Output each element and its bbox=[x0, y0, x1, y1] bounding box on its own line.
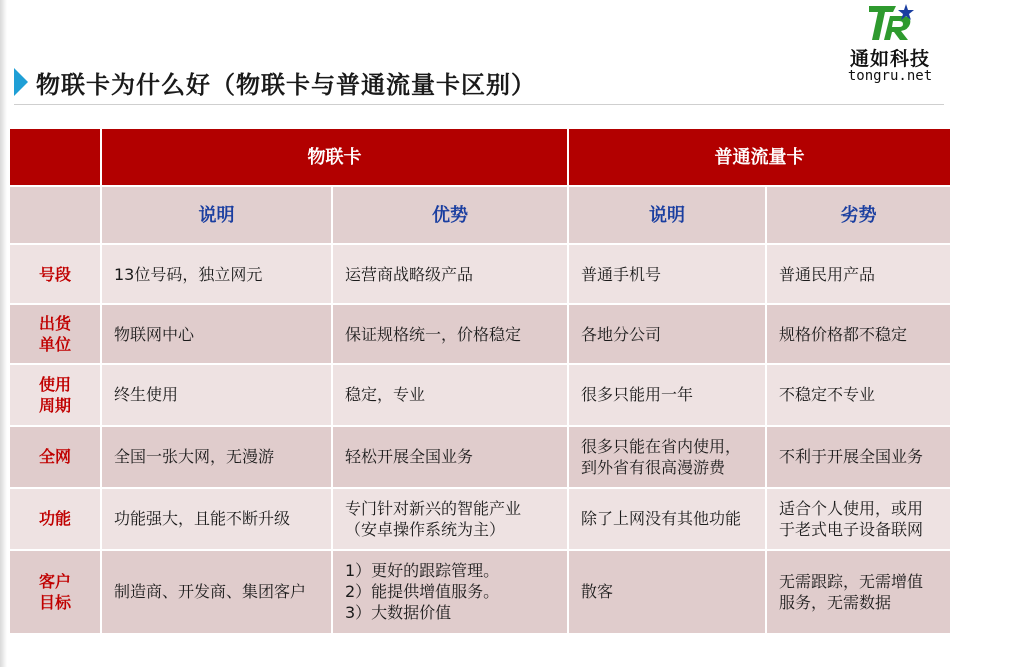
table-cell bbox=[766, 488, 951, 550]
page-title: 物联卡为什么好（物联卡与普通流量卡区别） bbox=[36, 71, 536, 99]
cell-text-line: 制造商、开发商、集团客户 bbox=[114, 582, 307, 602]
cell-text-line: 无需跟踪，无需增值 bbox=[779, 571, 924, 591]
cell-text-line: 到外省有很高漫游费 bbox=[581, 457, 726, 477]
table-row bbox=[9, 488, 951, 550]
row-label bbox=[9, 244, 101, 304]
table-cell bbox=[568, 426, 766, 488]
table-cell bbox=[766, 426, 951, 488]
row-label bbox=[9, 488, 101, 550]
sub-header-cell: 说明 bbox=[568, 186, 766, 244]
group-header-regular-card: 普通流量卡 bbox=[568, 128, 951, 186]
header-corner-cell bbox=[9, 128, 101, 186]
cell-text-line: 适合个人使用，或用 bbox=[779, 498, 924, 518]
cell-text-line: 不稳定不专业 bbox=[779, 385, 876, 405]
cell-text-line: 规格价格都不稳定 bbox=[779, 324, 908, 344]
group-header-row bbox=[9, 128, 951, 186]
sub-header-cell: 说明 bbox=[101, 186, 332, 244]
row-label bbox=[9, 550, 101, 634]
cell-text-line: 普通手机号 bbox=[581, 264, 662, 284]
cell-text-line: （安卓操作系统为主） bbox=[345, 519, 506, 539]
left-edge-shading bbox=[0, 0, 7, 667]
cell-text-line: 2）能提供增值服务。 bbox=[345, 582, 500, 602]
table-cell bbox=[332, 364, 568, 425]
logo-website: tongru.net bbox=[847, 68, 933, 84]
table-row bbox=[9, 304, 951, 364]
cell-text-line: 很多只能在省内使用， bbox=[581, 436, 742, 456]
tr-logo-mark-icon bbox=[866, 2, 916, 44]
table-cell bbox=[568, 364, 766, 425]
title-arrow-icon bbox=[14, 68, 28, 96]
table-row bbox=[9, 426, 951, 488]
table-cell bbox=[101, 364, 332, 425]
row-label-line: 目标 bbox=[38, 592, 71, 612]
row-label bbox=[9, 364, 101, 425]
row-label-line: 功能 bbox=[38, 509, 71, 529]
company-logo bbox=[832, 2, 948, 86]
row-label-line: 号段 bbox=[38, 264, 71, 284]
table-cell bbox=[332, 488, 568, 550]
cell-text-line: 普通民用产品 bbox=[779, 264, 876, 284]
cell-text-line: 轻松开展全国业务 bbox=[345, 447, 474, 467]
cell-text-line: 不利于开展全国业务 bbox=[779, 447, 924, 467]
table-row bbox=[9, 550, 951, 634]
sub-header-cell: 劣势 bbox=[766, 186, 951, 244]
table-cell bbox=[332, 304, 568, 364]
logo-company-name: 通如科技 bbox=[849, 48, 930, 70]
cell-text-line: 终生使用 bbox=[114, 385, 179, 405]
row-label bbox=[9, 304, 101, 364]
table-cell bbox=[101, 244, 332, 304]
table-cell bbox=[101, 426, 332, 488]
row-label-line: 周期 bbox=[38, 395, 71, 415]
cell-text-line: 功能强大，且能不断升级 bbox=[114, 509, 291, 529]
table-cell bbox=[568, 550, 766, 634]
row-label-line: 单位 bbox=[38, 335, 71, 355]
table-cell bbox=[568, 244, 766, 304]
table-cell bbox=[766, 550, 951, 634]
table-cell bbox=[766, 364, 951, 425]
table-cell bbox=[101, 304, 332, 364]
cell-text-line: 各地分公司 bbox=[581, 324, 662, 344]
table-cell bbox=[101, 550, 332, 634]
row-label-line: 使用 bbox=[38, 374, 71, 394]
cell-text-line: 运营商战略级产品 bbox=[345, 264, 474, 284]
comparison-table bbox=[8, 127, 952, 635]
cell-text-line: 除了上网没有其他功能 bbox=[581, 509, 742, 529]
sub-header-cell: 优势 bbox=[332, 186, 568, 244]
table-cell bbox=[332, 244, 568, 304]
table-cell bbox=[568, 488, 766, 550]
table-cell bbox=[332, 426, 568, 488]
cell-text-line: 1）更好的跟踪管理。 bbox=[345, 561, 500, 581]
cell-text-line: 保证规格统一，价格稳定 bbox=[345, 324, 522, 344]
cell-text-line: 全国一张大网，无漫游 bbox=[114, 447, 275, 467]
cell-text-line: 服务，无需数据 bbox=[779, 592, 892, 612]
table-cell bbox=[568, 304, 766, 364]
table-cell bbox=[332, 550, 568, 634]
group-header-iot-card: 物联卡 bbox=[101, 128, 568, 186]
row-label-line: 客户 bbox=[38, 571, 71, 591]
table-body bbox=[9, 244, 951, 634]
cell-text-line: 于老式电子设备联网 bbox=[779, 519, 924, 539]
table-cell bbox=[766, 304, 951, 364]
cell-text-line: 13位号码，独立网元 bbox=[114, 264, 263, 284]
table-row bbox=[9, 244, 951, 304]
cell-text-line: 散客 bbox=[581, 582, 614, 602]
cell-text-line: 物联网中心 bbox=[114, 324, 195, 344]
cell-text-line: 3）大数据价值 bbox=[345, 603, 452, 623]
cell-text-line: 很多只能用一年 bbox=[581, 385, 694, 405]
table-cell bbox=[766, 244, 951, 304]
table-cell bbox=[101, 488, 332, 550]
sub-header-empty-cell bbox=[9, 186, 101, 244]
cell-text-line: 稳定，专业 bbox=[345, 385, 426, 405]
cell-text-line: 专门针对新兴的智能产业 bbox=[345, 498, 522, 518]
row-label-line: 出货 bbox=[38, 314, 71, 334]
sub-header-row bbox=[9, 186, 951, 244]
row-label bbox=[9, 426, 101, 488]
table-row bbox=[9, 364, 951, 425]
row-label-line: 全网 bbox=[38, 447, 71, 467]
title-divider bbox=[14, 104, 944, 105]
